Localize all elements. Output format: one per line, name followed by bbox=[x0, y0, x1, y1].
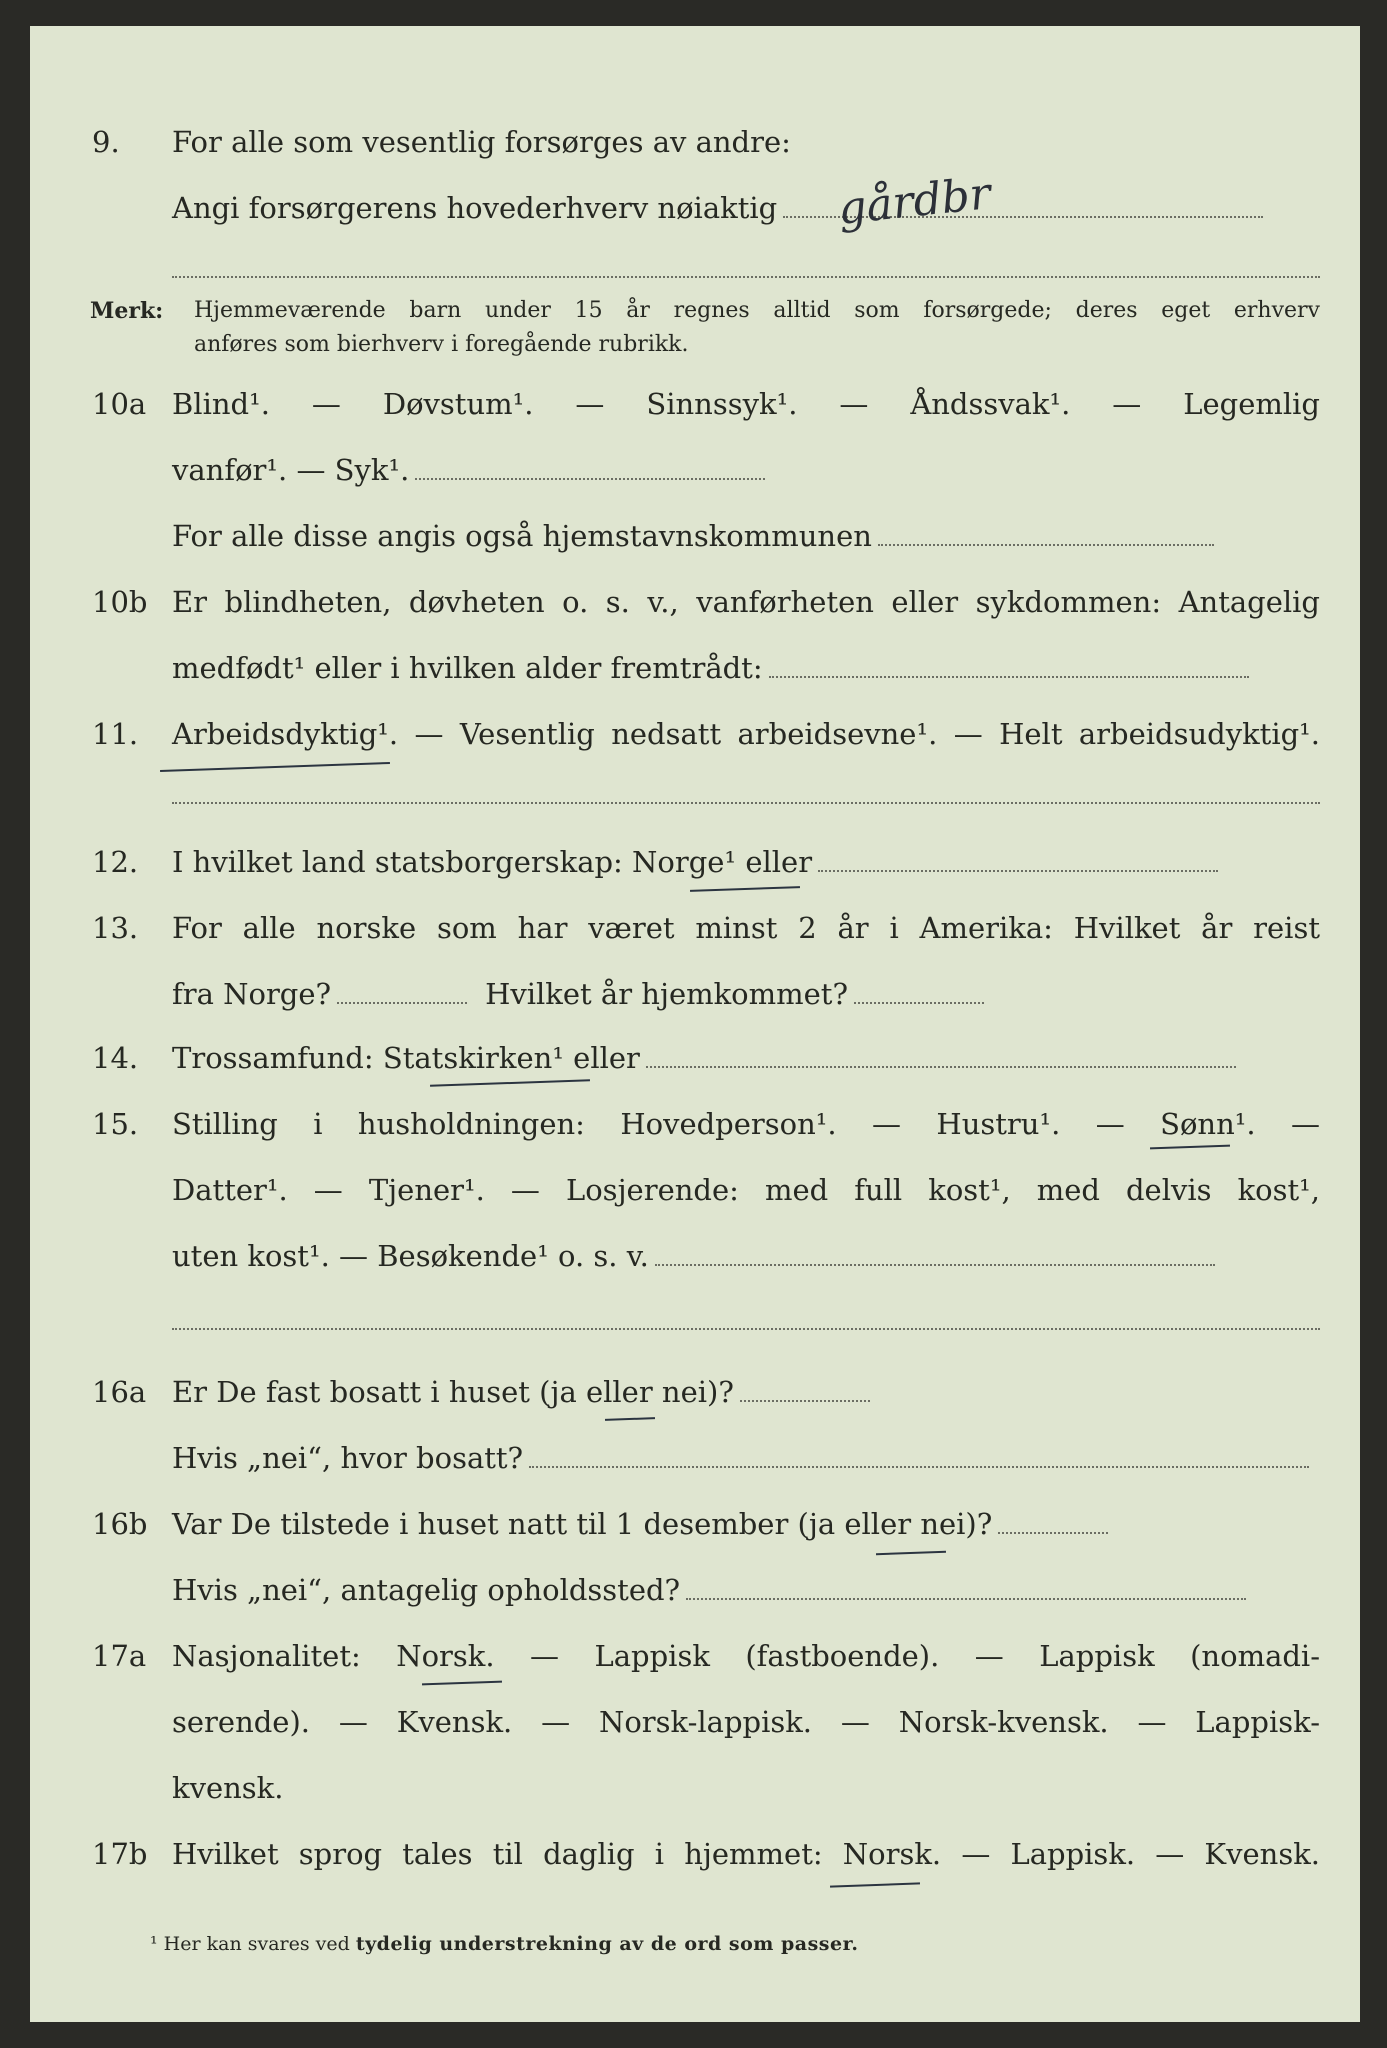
question-number: 14. bbox=[92, 1041, 139, 1075]
question-number: 10b bbox=[92, 585, 148, 619]
question-text: Hvilket sprog tales til daglig i hjemmet: Norsk. — Lappisk. — Kvensk. bbox=[172, 1837, 1320, 1871]
handwritten-underline bbox=[1150, 1145, 1230, 1150]
answer-dotted-line bbox=[655, 1263, 1215, 1266]
answer-dotted-line bbox=[769, 675, 1249, 678]
handwritten-underline bbox=[160, 762, 390, 772]
note-label: Merk: bbox=[90, 298, 164, 324]
handwritten-answer: gårdbr bbox=[835, 168, 994, 235]
answer-dotted-line bbox=[686, 1597, 1246, 1600]
question-number: 13. bbox=[92, 911, 139, 945]
footnote-text: Her kan svares ved bbox=[163, 1933, 350, 1955]
census-form-page bbox=[30, 26, 1360, 2022]
question-text: For alle disse angis også hjemstavnskommunen bbox=[172, 519, 872, 553]
question-number: 17a bbox=[92, 1639, 147, 1673]
footnote-text-bold: tydelig understrekning av de ord som passer. bbox=[355, 1933, 859, 1955]
handwritten-underline bbox=[830, 1882, 920, 1887]
question-text: For alle som vesentlig forsørges av andre: bbox=[172, 125, 791, 159]
question-text: medfødt¹ eller i hvilken alder fremtrådt: bbox=[172, 651, 763, 685]
question-text: I hvilket land statsborgerskap: Norge¹ eller bbox=[172, 845, 813, 879]
question-text: Arbeidsdyktig¹. — Vesentlig nedsatt arbeidsevne¹. — Helt arbeidsudyktig¹. bbox=[172, 717, 1320, 751]
footnote-mark: ¹ bbox=[150, 1933, 158, 1955]
answer-dotted-line bbox=[337, 1001, 467, 1004]
handwritten-underline bbox=[422, 1681, 502, 1686]
question-number: 12. bbox=[92, 845, 139, 879]
handwritten-underline bbox=[430, 1079, 590, 1087]
question-number: 9. bbox=[92, 125, 120, 159]
question-text: Er De fast bosatt i huset (ja eller nei)? bbox=[172, 1375, 734, 1409]
answer-dotted-line bbox=[818, 869, 1218, 872]
answer-dotted-line bbox=[740, 1399, 870, 1402]
question-number: 17b bbox=[92, 1837, 148, 1871]
answer-dotted-line bbox=[646, 1065, 1236, 1068]
answer-dotted-line bbox=[172, 802, 1320, 804]
question-number: 10a bbox=[92, 387, 147, 421]
footnote bbox=[150, 1930, 858, 1958]
answer-dotted-line bbox=[854, 1001, 984, 1004]
question-text: Stilling i husholdningen: Hovedperson¹. — Hustru¹. — Sønn¹. — bbox=[172, 1107, 1320, 1141]
question-text: uten kost¹. — Besøkende¹ o. s. v. bbox=[172, 1239, 649, 1273]
question-text: kvensk. bbox=[172, 1771, 284, 1805]
answer-dotted-line bbox=[415, 477, 765, 480]
note-text: Hjemmeværende barn under 15 år regnes alltid som forsørgede; deres eget erhverv bbox=[194, 298, 1320, 323]
answer-dotted-line bbox=[878, 543, 1214, 546]
question-text: serende). — Kvensk. — Norsk-lappisk. — Norsk-kvensk. — Lappisk- bbox=[172, 1705, 1320, 1739]
question-text: Angi forsørgerens hovederhverv nøiaktig bbox=[172, 191, 778, 225]
question-number: 11. bbox=[92, 717, 139, 751]
handwritten-underline bbox=[876, 1551, 946, 1555]
question-number: 15. bbox=[92, 1107, 139, 1141]
question-text: vanfør¹. — Syk¹. bbox=[172, 453, 410, 487]
question-text: Trossamfund: Statskirken¹ eller bbox=[172, 1041, 640, 1075]
answer-dotted-line bbox=[998, 1531, 1108, 1534]
handwritten-underline bbox=[690, 886, 800, 892]
answer-dotted-line bbox=[529, 1465, 1309, 1468]
question-text: Nasjonalitet: Norsk. — Lappisk (fastboende). — Lappisk (nomadi- bbox=[172, 1639, 1320, 1673]
question-text: Hvis „nei“, antagelig opholdssted? bbox=[172, 1573, 681, 1607]
note-text: anføres som bierhverv i foregående rubrikk. bbox=[194, 332, 689, 357]
question-number: 16a bbox=[92, 1375, 147, 1409]
answer-dotted-line bbox=[172, 1328, 1320, 1330]
question-text: fra Norge? bbox=[172, 977, 332, 1011]
handwritten-underline bbox=[605, 1417, 655, 1421]
question-text: Hvis „nei“, hvor bosatt? bbox=[172, 1441, 524, 1475]
question-text: For alle norske som har været minst 2 år i Amerika: Hvilket år reist bbox=[172, 911, 1320, 945]
question-text: Datter¹. — Tjener¹. — Losjerende: med full kost¹, med delvis kost¹, bbox=[172, 1173, 1320, 1207]
question-text: Hvilket år hjemkommet? bbox=[485, 977, 849, 1011]
question-text: Blind¹. — Døvstum¹. — Sinnssyk¹. — Åndssvak¹. — Legemlig bbox=[172, 387, 1320, 421]
question-number: 16b bbox=[92, 1507, 148, 1541]
answer-dotted-line bbox=[172, 276, 1320, 278]
question-text: Var De tilstede i huset natt til 1 desember (ja eller nei)? bbox=[172, 1507, 993, 1541]
question-text: Er blindheten, døvheten o. s. v., vanførheten eller sykdommen: Antagelig bbox=[172, 585, 1320, 619]
